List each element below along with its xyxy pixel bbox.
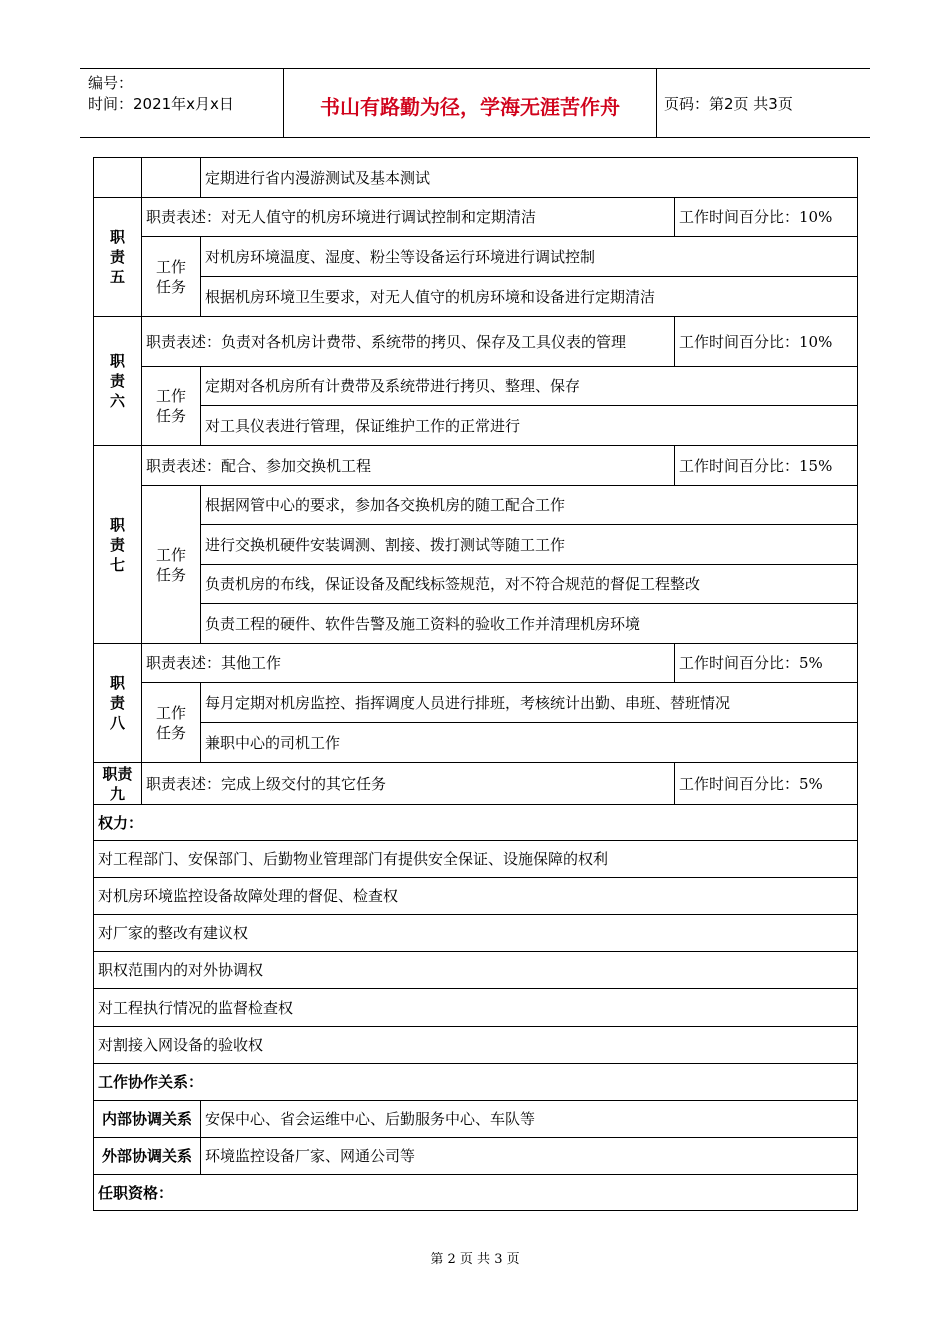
duty-description: 职责表述：对无人值守的机房环境进行调试控制和定期清洁 xyxy=(142,198,675,237)
external-relation-value: 环境监控设备厂家、网通公司等 xyxy=(201,1138,858,1175)
power-item: 对工程部门、安保部门、后勤物业管理部门有提供安全保证、设施保障的权利 xyxy=(94,841,858,878)
table-row xyxy=(94,317,858,367)
table-row xyxy=(94,237,858,277)
section-title-qualifications: 任职资格： xyxy=(94,1175,858,1211)
table-row xyxy=(94,604,858,644)
duty-time-percentage: 工作时间百分比：15% xyxy=(675,446,858,486)
task-cell: 根据网管中心的要求，参加各交换机房的随工配合工作 xyxy=(201,486,858,525)
table-row xyxy=(94,277,858,317)
power-item: 对工程执行情况的监督检查权 xyxy=(94,989,858,1027)
table-row xyxy=(94,1027,858,1064)
table-row xyxy=(94,158,858,198)
power-item: 对机房环境监控设备故障处理的督促、检查权 xyxy=(94,878,858,915)
table-row xyxy=(94,565,858,604)
document-number: 编号： xyxy=(88,74,134,92)
header-page-info: 页码：第2页 共3页 xyxy=(664,95,793,113)
internal-relation-label: 内部协调关系 xyxy=(94,1101,201,1138)
duty-description: 职责表述：其他工作 xyxy=(142,644,675,683)
document-date: 时间：2021年x月x日 xyxy=(88,95,234,113)
task-label: 工作 任务 xyxy=(142,367,201,446)
task-cell: 定期进行省内漫游测试及基本测试 xyxy=(201,158,858,198)
task-cell: 每月定期对机房监控、指挥调度人员进行排班，考核统计出勤、串班、替班情况 xyxy=(201,683,858,723)
page-header xyxy=(80,68,870,138)
duty-time-percentage: 工作时间百分比：5% xyxy=(675,763,858,805)
duty-name: 职 责 八 xyxy=(94,644,142,763)
table-row xyxy=(94,915,858,952)
task-label: 工作 任务 xyxy=(142,486,201,644)
task-cell: 负责工程的硬件、软件告警及施工资料的验收工作并清理机房环境 xyxy=(201,604,858,644)
power-item: 对厂家的整改有建议权 xyxy=(94,915,858,952)
table-row xyxy=(94,1064,858,1101)
power-item: 职权范围内的对外协调权 xyxy=(94,952,858,989)
internal-relation-value: 安保中心、省会运维中心、后勤服务中心、车队等 xyxy=(201,1101,858,1138)
header-divider xyxy=(656,69,657,137)
table-row xyxy=(94,198,858,237)
duty-name: 职 责 六 xyxy=(94,317,142,446)
power-item: 对割接入网设备的验收权 xyxy=(94,1027,858,1064)
section-title-powers: 权力： xyxy=(94,805,858,841)
header-motto: 书山有路勤为径，学海无涯苦作舟 xyxy=(320,95,620,119)
table-row xyxy=(94,952,858,989)
duty-time-percentage: 工作时间百分比：10% xyxy=(675,317,858,367)
table-row xyxy=(94,406,858,446)
table-row xyxy=(94,525,858,565)
task-cell: 根据机房环境卫生要求，对无人值守的机房环境和设备进行定期清洁 xyxy=(201,277,858,317)
task-cell: 对机房环境温度、湿度、粉尘等设备运行环境进行调试控制 xyxy=(201,237,858,277)
table-row xyxy=(94,486,858,525)
task-cell: 进行交换机硬件安装调测、割接、拨打测试等随工工作 xyxy=(201,525,858,565)
header-meta xyxy=(88,73,234,115)
table-row xyxy=(94,763,858,805)
duty-time-percentage: 工作时间百分比：5% xyxy=(675,644,858,683)
task-cell: 对工具仪表进行管理，保证维护工作的正常进行 xyxy=(201,406,858,446)
page-footer: 第 2 页 共 3 页 xyxy=(430,1252,520,1267)
duty-name: 职 责 五 xyxy=(94,198,142,317)
external-relation-label: 外部协调关系 xyxy=(94,1138,201,1175)
task-cell: 兼职中心的司机工作 xyxy=(201,723,858,763)
duty-description: 职责表述：负责对各机房计费带、系统带的拷贝、保存及工具仪表的管理 xyxy=(142,317,675,367)
job-description-table xyxy=(93,157,858,1211)
task-label: 工作 任务 xyxy=(142,683,201,763)
task-label: 工作 任务 xyxy=(142,237,201,317)
table-row xyxy=(94,989,858,1027)
table-row xyxy=(94,367,858,406)
section-title-relations: 工作协作关系： xyxy=(94,1064,858,1101)
table-row xyxy=(94,446,858,486)
table-row xyxy=(94,1101,858,1138)
table-row xyxy=(94,1138,858,1175)
duty-time-percentage: 工作时间百分比：10% xyxy=(675,198,858,237)
duty-description: 职责表述：完成上级交付的其它任务 xyxy=(142,763,675,805)
table-row xyxy=(94,805,858,841)
table-row xyxy=(94,644,858,683)
duty-description: 职责表述：配合、参加交换机工程 xyxy=(142,446,675,486)
table-row xyxy=(94,723,858,763)
task-cell: 定期对各机房所有计费带及系统带进行拷贝、整理、保存 xyxy=(201,367,858,406)
table-row xyxy=(94,683,858,723)
table-row xyxy=(94,841,858,878)
empty-cell xyxy=(94,158,142,198)
empty-cell xyxy=(142,158,201,198)
duty-name: 职 责 七 xyxy=(94,446,142,644)
table-row xyxy=(94,1175,858,1211)
task-cell: 负责机房的布线，保证设备及配线标签规范，对不符合规范的督促工程整改 xyxy=(201,565,858,604)
duty-name: 职责 九 xyxy=(94,763,142,805)
table-row xyxy=(94,878,858,915)
